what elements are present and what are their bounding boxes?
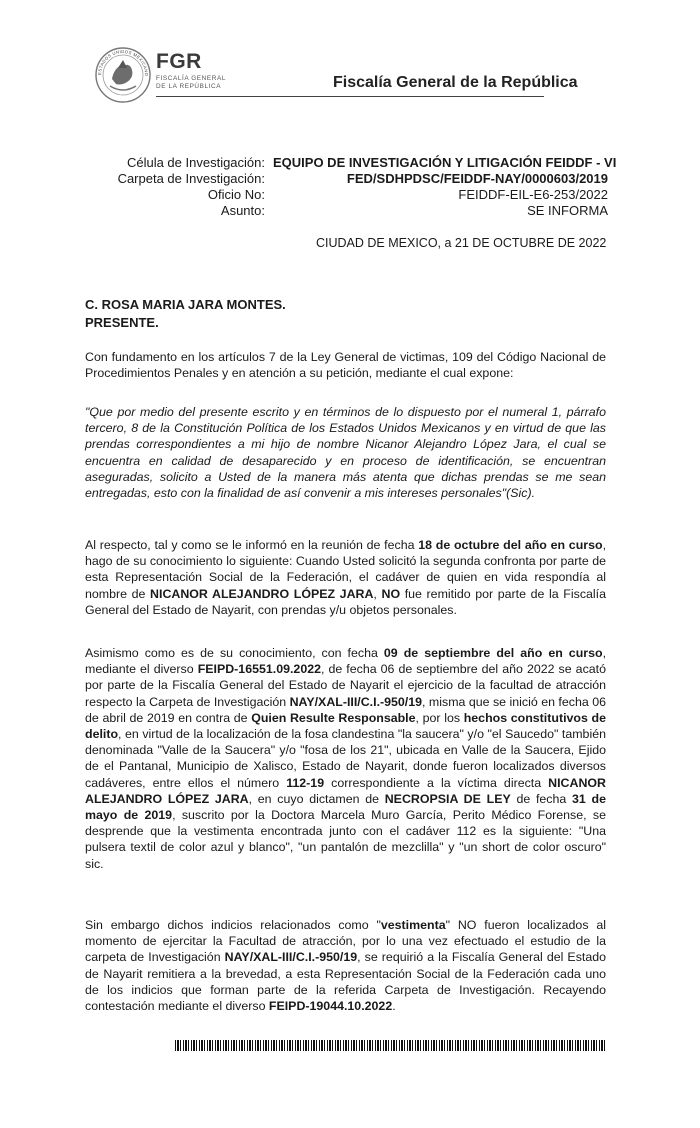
text-span: , <box>373 586 382 601</box>
paragraph-4-text <box>85 645 606 872</box>
fgr-subtitle-line2: DE LA REPÚBLICA <box>156 83 222 90</box>
info-row-carpeta <box>90 171 608 187</box>
text-span: fue remitido por parte de la Fiscalía General del Estado de Nayarit, con prendas y/u objetos personales. <box>85 586 606 617</box>
bold-span: NICANOR ALEJANDRO LÓPEZ JARA <box>85 775 606 806</box>
asunto-label: Asunto: <box>220 203 265 218</box>
carpeta-value: FED/SDHPDSC/FEIDDF-NAY/0000603/2019 <box>346 171 608 186</box>
paragraph-5-text <box>85 917 606 1014</box>
bold-span: NAY/XAL-III/C.I.-950/19 <box>224 950 358 965</box>
seal-text: ESTADOS UNIDOS MEXICANO <box>96 48 150 77</box>
text-span: . <box>392 999 396 1014</box>
bold-span: FEIPD-16551.09.2022 <box>197 662 321 677</box>
text-span: correspondiente a la víctima directa <box>324 775 549 790</box>
text-span: , hago de su conocimiento lo siguiente: Cuando Usted solicitó la segunda confronta por parte de esta Representación Social de la Federación, el cadáver de quien en vida respondía al nombre de <box>85 538 607 601</box>
asunto-value: SE INFORMA <box>527 203 608 218</box>
national-seal-icon <box>94 46 152 104</box>
text-span: , suscrito por la Doctora Marcela Muro García, Perito Médico Forense, se desprende que la vestimenta encontrada junto con el cadáver 112 es la siguiente: "Una pulsera textil de color azul y blanco", "un pantalón de mezclilla" y "un short de color oscuro" sic. <box>85 808 606 871</box>
info-row-asunto <box>90 203 608 219</box>
addressee <box>85 296 286 332</box>
text-span: , misma que se inició en fecha 06 de abril de 2019 en contra de <box>85 694 606 725</box>
text-span: , se requirió a la Fiscalía General del Estado de Nayarit remitiera a la brevedad, a esta Representación Social de la Federación cada uno de los indicios que forman parte de la referida Carpeta de Investigación. Recayendo contestación mediante el diverso <box>85 950 607 1014</box>
bold-span: NAY/XAL-III/C.I.-950/19 <box>289 694 423 709</box>
bold-span: 112-19 <box>286 775 325 790</box>
paragraph-quote-text: "Que por medio del presente escrito y en términos de lo dispuesto por el numeral 1, párrafo tercero, 8 de la Constitución Política de los Estados Unidos Mexicanos y en virtud de que las prendas correspondientes a mi hijo de nombre Nicanor Alejandro López Jara, el cual se encuentra en calidad de desaparecido y en proceso de identificación, se encuentran aseguradas, solicito a Usted de la manera más atenta que dichas prendas se me sean entregadas, esto con la finalidad de así convenir a mis intereses personales"(Sic). <box>85 405 606 501</box>
bold-span: NO <box>381 586 401 601</box>
text-span: , mediante el diverso <box>85 646 607 677</box>
text-span: , por los <box>415 710 464 725</box>
paragraph-1-text: Con fundamento en los artículos 7 de la Ley General de victimas, 109 del Código Nacional de Procedimientos Penales y en atención a su petición, mediante el cual expone: <box>85 350 606 381</box>
addressee-name: C. ROSA MARIA JARA MONTES. <box>85 297 286 312</box>
fgr-subtitle-line1: FISCALÍA GENERAL <box>156 75 226 82</box>
barcode <box>175 1040 607 1051</box>
bold-span: FEIPD-19044.10.2022 <box>268 999 393 1014</box>
bold-span: 31 de mayo de 2019 <box>85 791 606 823</box>
fgr-logo <box>156 52 226 91</box>
bold-span: 09 de septiembre del año en curso <box>383 646 603 660</box>
carpeta-label: Carpeta de Investigación: <box>117 171 265 186</box>
bold-span: hechos constitutivos de delito <box>85 710 606 742</box>
text-span: , en cuyo dictamen de <box>248 791 385 806</box>
text-span: de fecha <box>510 791 573 806</box>
paragraph-3 <box>85 537 606 618</box>
header-divider <box>156 96 544 97</box>
paragraph-1 <box>85 349 606 381</box>
oficio-value: FEIDDF-EIL-E6-253/2022 <box>458 187 608 202</box>
paragraph-5 <box>85 917 606 1014</box>
fgr-acronym: FGR <box>156 50 202 73</box>
paragraph-3-text <box>85 537 606 618</box>
bold-span: vestimenta <box>380 918 446 932</box>
paragraph-quote <box>85 404 606 501</box>
bold-span: 18 de octubre del año en curso <box>418 538 603 552</box>
date-line: CIUDAD DE MEXICO, a 21 DE OCTUBRE DE 2022 <box>316 236 607 250</box>
bold-span: NICANOR ALEJANDRO LÓPEZ JARA <box>150 586 374 601</box>
text-span: Al respecto, tal y como se le informó en la reunión de fecha <box>85 538 419 552</box>
text-span: " NO fueron localizados al momento de ejercitar la Facultad de atracción, por lo una vez efectuado el estudio de la carpeta de Investigación <box>85 918 606 965</box>
text-span: Sin embargo dichos indicios relacionados como " <box>85 918 381 932</box>
celula-value: EQUIPO DE INVESTIGACIÓN Y LITIGACIÓN FEIDDF - VI <box>273 155 617 170</box>
document-info <box>90 155 617 219</box>
paragraph-4 <box>85 645 606 872</box>
bold-span: Quien Resulte Responsable <box>251 710 416 725</box>
info-row-celula <box>90 155 617 171</box>
oficio-label: Oficio No: <box>207 187 265 202</box>
celula-label: Célula de Investigación: <box>126 155 265 170</box>
text-span: , de fecha 06 de septiembre del año 2022 se acató por parte de la Fiscalía General del Estado de Nayarit el ejercicio de la facultad de atracción respecto la Carpeta de Investigación <box>85 662 606 709</box>
addressee-presente: PRESENTE. <box>85 315 159 330</box>
bold-span: NECROPSIA DE LEY <box>384 791 511 806</box>
text-span: , en virtud de la localización de la fosa clandestina "la saucera" y/o "el Saucedo" también denominada "Valle de la Saucera" y/o "fosa de los 21", ubicada en Valle de la Saucera, Ejido de el Pantanal, Municipio de Xalisco, Estado de Nayarit, donde fueron localizados diversos cadáveres, entre ellos el número <box>85 727 606 790</box>
organization-title: Fiscalía General de la República <box>333 74 578 91</box>
text-span: Asimismo como es de su conocimiento, con fecha <box>85 646 384 660</box>
info-row-oficio <box>90 187 608 203</box>
